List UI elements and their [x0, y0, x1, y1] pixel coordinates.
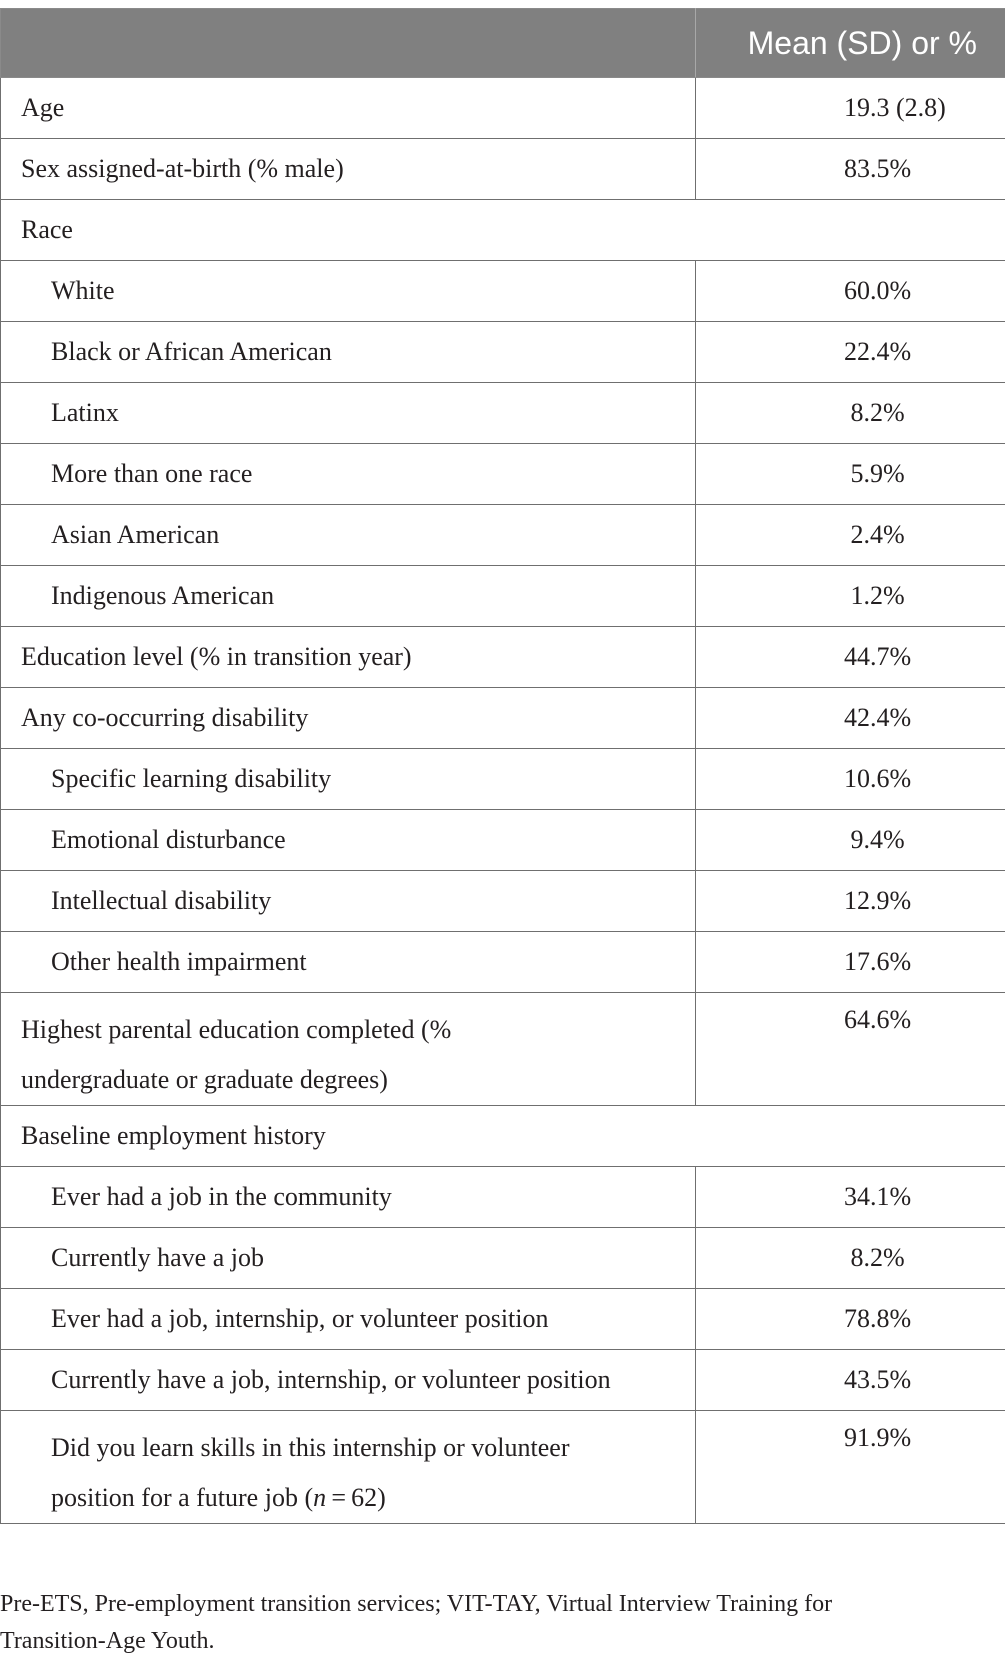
footnote-line-2: Transition-Age Youth.: [0, 1628, 215, 1654]
row-value: 2.4%: [844, 520, 905, 549]
table-row: [1, 749, 1005, 810]
row-value-cell: [696, 261, 1005, 322]
row-label: More than one race: [51, 459, 253, 488]
row-label: Ever had a job, internship, or volunteer position: [51, 1304, 549, 1333]
table-row: [1, 627, 1005, 688]
row-label-line-2: [51, 1473, 695, 1523]
row-label: Asian American: [51, 520, 220, 549]
row-label: Intellectual disability: [51, 886, 272, 915]
row-label-line-1: Highest parental education completed (%: [21, 1015, 452, 1044]
row-label-cell: [1, 993, 696, 1106]
row-label: Ever had a job in the community: [51, 1182, 392, 1211]
row-value-cell: [696, 78, 1005, 139]
row-value: 91.9%: [844, 1423, 912, 1452]
row-value: 8.2%: [844, 1243, 905, 1272]
demographics-table: [0, 8, 1005, 1524]
table-row: [1, 993, 1005, 1106]
table-row: [1, 1167, 1005, 1228]
table-row: [1, 1411, 1005, 1524]
row-value-cell: [696, 1228, 1005, 1289]
row-value: 5.9%: [844, 459, 905, 488]
row-value: 17.6%: [844, 947, 912, 976]
row-label: Education level (% in transition year): [21, 642, 412, 671]
row-value-cell: [696, 1289, 1005, 1350]
row-label-cell: [1, 627, 696, 688]
row-value-cell: [696, 1167, 1005, 1228]
table-row: [1, 1289, 1005, 1350]
row-label-cell: [1, 261, 696, 322]
row-label-tail: = 62): [326, 1483, 386, 1512]
row-label-cell: [1, 444, 696, 505]
row-label-cell: [1, 1411, 696, 1524]
table-row: [1, 688, 1005, 749]
row-label: Specific learning disability: [51, 764, 332, 793]
row-value: 78.8%: [844, 1304, 912, 1333]
table-row: [1, 261, 1005, 322]
row-label: [1, 993, 695, 1105]
row-label: Currently have a job, internship, or volunteer position: [51, 1365, 611, 1394]
row-label-cell: [1, 78, 696, 139]
row-value: 60.0%: [844, 276, 912, 305]
header-blank-cell: [1, 9, 696, 78]
row-value: 44.7%: [844, 642, 912, 671]
row-label-cell: [1, 1289, 696, 1350]
table-row: [1, 810, 1005, 871]
row-label: Other health impairment: [51, 947, 307, 976]
row-value-cell: [696, 688, 1005, 749]
row-value-cell: [696, 810, 1005, 871]
row-label: Emotional disturbance: [51, 825, 286, 854]
row-value: 42.4%: [844, 703, 912, 732]
row-label: Indigenous American: [51, 581, 275, 610]
table-row: [1, 871, 1005, 932]
row-value: 10.6%: [844, 764, 912, 793]
row-label-cell: [1, 1167, 696, 1228]
row-label-cell: [1, 810, 696, 871]
row-label-cell: [1, 566, 696, 627]
row-value: 83.5%: [844, 154, 912, 183]
row-value: 9.4%: [844, 825, 905, 854]
row-label-cell: [1, 871, 696, 932]
row-value-cell: [696, 749, 1005, 810]
row-label-cell: [1, 139, 696, 200]
row-value-cell: [696, 566, 1005, 627]
row-value: 43.5%: [844, 1365, 912, 1394]
row-value-cell: [696, 627, 1005, 688]
row-label: Any co-occurring disability: [21, 703, 309, 732]
row-label: Sex assigned-at-birth (% male): [21, 154, 344, 183]
row-label-cell: [1, 505, 696, 566]
row-label-cell: [1, 322, 696, 383]
row-value-cell: [696, 1350, 1005, 1411]
row-label: Race: [21, 215, 73, 244]
row-value: 22.4%: [844, 337, 912, 366]
row-value: 64.6%: [844, 1005, 912, 1034]
row-label-cell: [1, 1350, 696, 1411]
row-label-cell: [1, 1106, 696, 1167]
table-row: [1, 78, 1005, 139]
row-label-cell: [1, 749, 696, 810]
row-value-cell: [696, 444, 1005, 505]
table-row: [1, 566, 1005, 627]
row-value-cell: [696, 932, 1005, 993]
table-row: [1, 444, 1005, 505]
row-value-cell: [696, 1411, 1005, 1524]
row-value-cell: [696, 322, 1005, 383]
row-value: 19.3 (2.8): [844, 93, 946, 122]
row-value: 34.1%: [844, 1182, 912, 1211]
row-label-cell: [1, 383, 696, 444]
row-label: [1, 1411, 695, 1523]
row-label: Currently have a job: [51, 1243, 264, 1272]
table-row: [1, 1350, 1005, 1411]
row-value-cell: [696, 505, 1005, 566]
table-footnote: [0, 1586, 1000, 1660]
table-row: [1, 505, 1005, 566]
header-mean-sd: Mean (SD) or %: [696, 9, 1005, 78]
row-label: Latinx: [51, 398, 119, 427]
row-value-cell: [696, 139, 1005, 200]
row-label-line-2-text: undergraduate or graduate degrees): [21, 1065, 388, 1094]
row-value: 1.2%: [844, 581, 905, 610]
row-value-cell: [696, 383, 1005, 444]
row-value-cell: [696, 993, 1005, 1106]
row-label-line-2: [21, 1055, 695, 1105]
row-label: Age: [21, 93, 65, 122]
table-body: [1, 78, 1005, 1524]
row-label-line-2-text: position for a future job (: [51, 1483, 314, 1512]
row-label: White: [51, 276, 115, 305]
row-label: Baseline employment history: [21, 1121, 326, 1150]
row-label-cell: [1, 688, 696, 749]
row-label-line-1: Did you learn skills in this internship or volunteer: [51, 1433, 570, 1462]
row-value-cell: [696, 200, 1005, 261]
footnote-line-1: Pre-ETS, Pre-employment transition services; VIT-TAY, Virtual Interview Training for: [0, 1591, 833, 1617]
table-row: [1, 383, 1005, 444]
row-label-cell: [1, 932, 696, 993]
row-label-italic: n: [313, 1483, 327, 1512]
row-value: 8.2%: [844, 398, 905, 427]
row-value-cell: [696, 1106, 1005, 1167]
table-row: [1, 200, 1005, 261]
row-label: Black or African American: [51, 337, 332, 366]
row-value-cell: [696, 871, 1005, 932]
table-row: [1, 1106, 1005, 1167]
table-row: [1, 932, 1005, 993]
table-row: [1, 1228, 1005, 1289]
table-row: [1, 322, 1005, 383]
row-label-cell: [1, 1228, 696, 1289]
row-value: 12.9%: [844, 886, 912, 915]
table-row: [1, 139, 1005, 200]
table-header-row: [1, 9, 1005, 78]
row-label-cell: [1, 200, 696, 261]
